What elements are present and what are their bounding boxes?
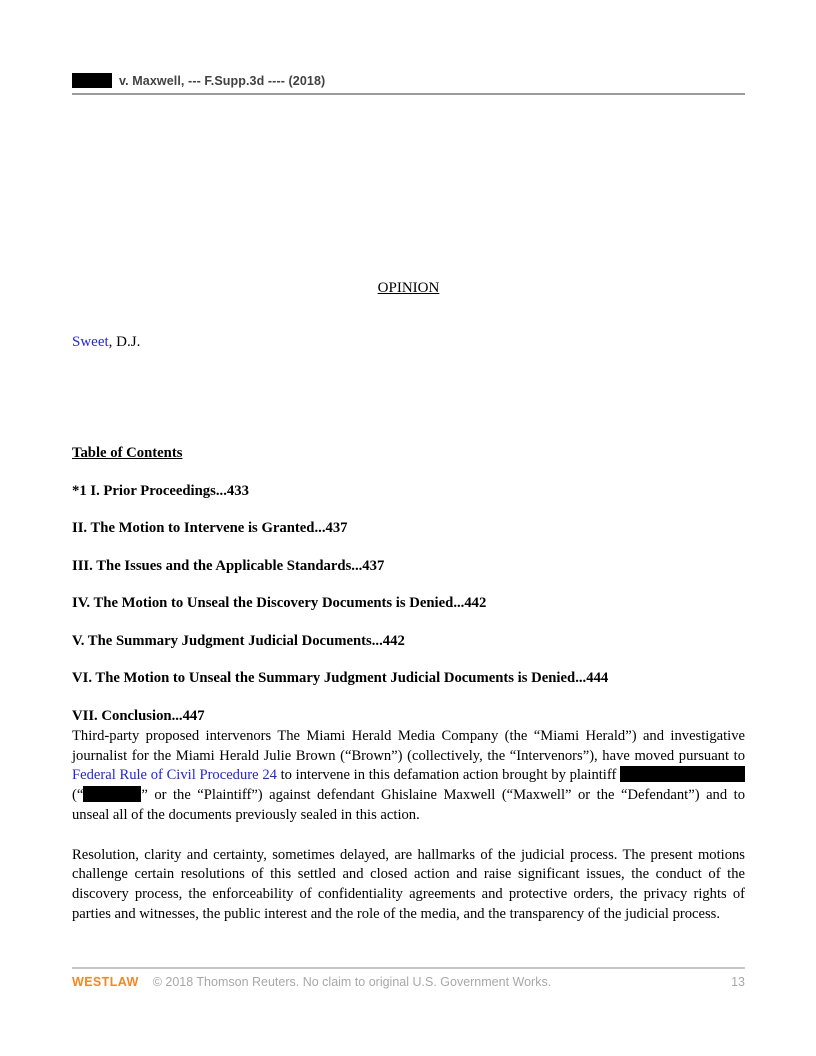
redaction-box <box>83 786 141 802</box>
paragraph-resolution: Resolution, clarity and certainty, sometimes delayed, are hallmarks of the judicial process. The present motions challenge certain resolutions of this settled and closed action and raise significant issues, the conduct of the discovery process, the enforceability of confidentiality agreements and protective orders, the privacy rights of parties and witnesses, the public interest and the role of the media, and the transparency of the judicial process. <box>72 846 745 922</box>
page-number: 13 <box>731 975 745 989</box>
document-header <box>72 73 745 88</box>
toc-title: Table of Contents <box>72 445 183 461</box>
opinion-heading: OPINION <box>377 280 440 296</box>
judge-title: , D.J. <box>108 334 141 350</box>
toc-item: III. The Issues and the Applicable Standards...437 <box>72 557 385 574</box>
footer-copyright: © 2018 Thomson Reuters. No claim to original U.S. Government Works. <box>152 975 552 989</box>
header-divider <box>72 93 745 95</box>
frcp-24-link[interactable]: Federal Rule of Civil Procedure 24 <box>72 767 277 784</box>
toc-item: IV. The Motion to Unseal the Discovery Documents is Denied...442 <box>72 595 487 611</box>
toc-item: V. The Summary Judgment Judicial Documents...442 <box>72 632 405 649</box>
toc-item: VII. Conclusion...447 <box>72 707 205 724</box>
toc-item: VI. The Motion to Unseal the Summary Judgment Judicial Documents is Denied...444 <box>72 670 609 686</box>
westlaw-logo: WESTLAW <box>72 975 139 989</box>
toc-item: II. The Motion to Intervene is Granted...437 <box>72 520 348 536</box>
redaction-box <box>72 73 112 88</box>
document-citation: v. Maxwell, --- F.Supp.3d ---- (2018) <box>119 73 326 88</box>
table-of-contents <box>72 446 745 746</box>
opinion-body <box>72 727 745 924</box>
toc-item: *1 I. Prior Proceedings...433 <box>72 482 249 499</box>
footer-divider <box>72 967 745 969</box>
judge-line <box>72 334 140 351</box>
paragraph-intervenors: Third-party proposed intervenors The Miami Herald Media Company (the “Miami Herald”) and investigative journalist for the Miami Herald Julie Brown (“Brown”) (collectively, the “Intervenors”), have moved pursuant to Federal Rule of Civil Procedure 24 to intervene in this defamation action brought by plaintiff (“ ” or the “Plaintiff”) against defendant Ghislaine Maxwell (“Maxwell” or the “Defendant”) and to unseal all of the documents previously sealed in this action. <box>72 728 745 823</box>
document-footer <box>72 975 745 989</box>
redaction-box <box>620 766 745 782</box>
judge-name-link[interactable]: Sweet <box>72 334 109 350</box>
